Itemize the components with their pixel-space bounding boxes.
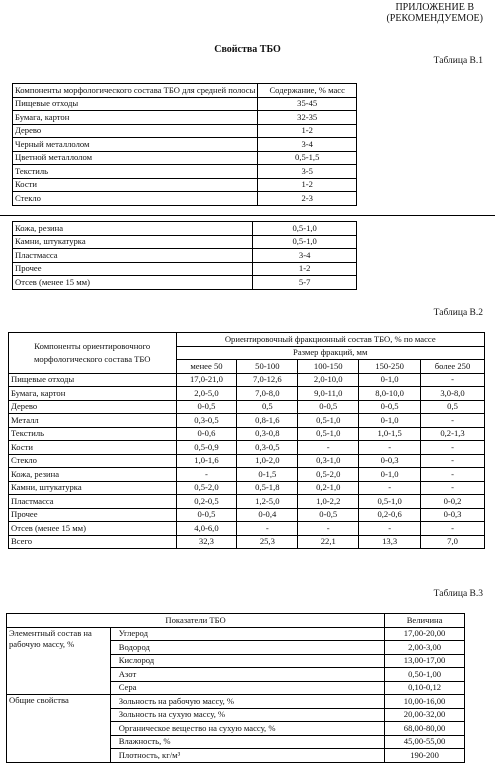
fraction-value: 0-1,0 [359,468,421,482]
fraction-value: 0-0,3 [359,454,421,468]
table-row [13,111,357,125]
fraction-value: 0-1,0 [359,414,421,428]
fraction-value: 0,5-1,0 [359,495,421,509]
fraction-value: 0,5-1,0 [298,427,359,441]
indicator-name: Азот [110,668,384,682]
fraction-value: - [421,373,485,387]
indicator-value: 13,00-17,00 [385,654,465,668]
fraction-value: 1,0-1,5 [359,427,421,441]
fraction-value: 7,0 [421,535,485,549]
fraction-value: 0,5-1,8 [237,481,298,495]
table-row [13,222,357,236]
component-name: Всего [9,535,177,549]
component-name: Стекло [9,454,177,468]
content-value: 32-35 [258,111,357,125]
content-value: 35-45 [258,97,357,111]
table-row [13,124,357,138]
property-group-name: Элементный состав на рабочую массу, % [7,627,111,695]
indicator-value: 68,00-80,00 [385,722,465,736]
table-row [7,627,465,641]
table2-header-group: Ориентировочный фракционный состав ТБО, % по массе [176,333,485,347]
table-row [9,454,485,468]
fraction-value: 0,3-1,0 [298,454,359,468]
fraction-value: 13,3 [359,535,421,549]
table1-header-content: Содержание, % масс [258,84,357,98]
content-value: 1-2 [258,178,357,192]
fraction-value: 0-0,6 [176,427,237,441]
fraction-value: 0-0,3 [421,508,485,522]
fraction-value: - [176,468,237,482]
component-name: Кости [13,178,258,192]
fraction-value: 0,3-0,5 [237,441,298,455]
table-row [13,97,357,111]
fraction-value: 7,0-8,0 [237,387,298,401]
fraction-value: 22,1 [298,535,359,549]
fraction-value: 3,0-8,0 [421,387,485,401]
section-divider [0,215,495,216]
table-row [9,441,485,455]
table2-header-components: Компоненты ориентировочного морфологического состава ТБО [9,333,177,374]
component-name: Дерево [13,124,258,138]
fraction-header: менее 50 [176,360,237,374]
component-name: Отсев (менее 15 мм) [13,276,253,290]
fraction-value: 1,0-1,6 [176,454,237,468]
component-name: Текстиль [13,165,258,179]
fraction-value: 1,0-2,0 [237,454,298,468]
fraction-value: 0,3-0,5 [176,414,237,428]
fraction-header: 100-150 [298,360,359,374]
page-title: Свойства ТБО [214,44,281,55]
fraction-value: 0-0,5 [176,400,237,414]
appendix-heading [386,2,483,24]
fraction-value: 0-0,5 [176,508,237,522]
component-name: Прочее [9,508,177,522]
table-row [9,468,485,482]
content-value: 3-4 [253,249,357,263]
component-name: Камни, штукатурка [13,235,253,249]
fraction-value: 9,0-11,0 [298,387,359,401]
fraction-value: 0,3-0,8 [237,427,298,441]
component-name: Кожа, резина [13,222,253,236]
fraction-value: 0,2-1,0 [298,481,359,495]
table3-label: Таблица В.3 [433,589,483,599]
fraction-header: более 250 [421,360,485,374]
content-value: 1-2 [258,124,357,138]
fraction-value: 0,5 [237,400,298,414]
table-row [9,400,485,414]
table-row [13,138,357,152]
indicator-name: Кислород [110,654,384,668]
table3-header-indicators: Показатели ТБО [7,614,385,628]
table-row [9,508,485,522]
fraction-value: 0-0,5 [298,400,359,414]
fraction-value: - [421,454,485,468]
component-name: Бумага, картон [13,111,258,125]
component-name: Стекло [13,192,258,206]
fraction-value: 0,2-0,6 [359,508,421,522]
indicator-name: Сера [110,681,384,695]
content-value: 5-7 [253,276,357,290]
content-value: 0,5-1,5 [258,151,357,165]
content-value: 0,5-1,0 [253,222,357,236]
indicator-value: 17,00-20,00 [385,627,465,641]
fraction-value: - [421,481,485,495]
fraction-value: 0,5-1,0 [298,414,359,428]
table2 [8,332,485,549]
indicator-name: Влажность, % [110,735,384,749]
table-row [13,235,357,249]
appendix-line2: (РЕКОМЕНДУЕМОЕ) [386,13,483,24]
table-row [9,387,485,401]
indicator-value: 190-200 [385,749,465,763]
fraction-header: 150-250 [359,360,421,374]
component-name: Пищевые отходы [13,97,258,111]
component-name: Черный металлолом [13,138,258,152]
component-name: Металл [9,414,177,428]
table2-header-size: Размер фракций, мм [176,346,485,360]
fraction-value: - [359,522,421,536]
fraction-value: - [421,414,485,428]
table-row [9,535,485,549]
fraction-value: - [298,441,359,455]
fraction-value: 4,0-6,0 [176,522,237,536]
fraction-value: 2,0-10,0 [298,373,359,387]
table-row [9,495,485,509]
content-value: 0,5-1,0 [253,235,357,249]
table-row [9,481,485,495]
fraction-value: 0-1,0 [359,373,421,387]
table1 [12,83,357,206]
fraction-value: - [421,441,485,455]
fraction-value: - [421,468,485,482]
fraction-value: - [359,441,421,455]
fraction-value: 0-1,5 [237,468,298,482]
fraction-value: - [359,481,421,495]
table-row [13,276,357,290]
fraction-value: 1,0-2,2 [298,495,359,509]
component-name: Пищевые отходы [9,373,177,387]
table-row [9,373,485,387]
fraction-value: 0-0,5 [298,508,359,522]
indicator-value: 20,00-32,00 [385,708,465,722]
content-value: 1-2 [253,262,357,276]
indicator-name: Органическое вещество на сухую массу, % [110,722,384,736]
component-name: Кожа, резина [9,468,177,482]
fraction-value: 0,5-2,0 [298,468,359,482]
indicator-value: 45,00-55,00 [385,735,465,749]
fraction-value: 0,5 [421,400,485,414]
fraction-value: 1,2-5,0 [237,495,298,509]
component-name: Цветной металлолом [13,151,258,165]
indicator-value: 10,00-16,00 [385,695,465,709]
appendix-line1: ПРИЛОЖЕНИЕ В [395,2,474,13]
table-row [13,165,357,179]
fraction-value: 32,3 [176,535,237,549]
component-name: Прочее [13,262,253,276]
indicator-name: Плотность, кг/м³ [110,749,384,763]
component-name: Кости [9,441,177,455]
indicator-name: Зольность на рабочую массу, % [110,695,384,709]
fraction-value: 0-0,4 [237,508,298,522]
property-group-name: Общие свойства [7,695,111,763]
fraction-value: 25,3 [237,535,298,549]
fraction-value: 2,0-5,0 [176,387,237,401]
table1-header-components: Компоненты морфологического состава ТБО для средней полосы [13,84,258,98]
component-name: Камни, штукатурка [9,481,177,495]
component-name: Пластмасса [9,495,177,509]
fraction-value: 0,2-0,5 [176,495,237,509]
fraction-value: 0-0,5 [359,400,421,414]
table-row [13,192,357,206]
component-name: Текстиль [9,427,177,441]
content-value: 3-5 [258,165,357,179]
fraction-value: 7,0-12,6 [237,373,298,387]
indicator-name: Зольность на сухую массу, % [110,708,384,722]
fraction-value: 0,2-1,3 [421,427,485,441]
table-row [9,522,485,536]
indicator-value: 2,00-3,00 [385,641,465,655]
table1-header-row [13,84,357,98]
table-row [13,262,357,276]
fraction-value: - [421,522,485,536]
component-name: Пластмасса [13,249,253,263]
component-name: Бумага, картон [9,387,177,401]
table3-header-value: Величина [385,614,465,628]
table-row [9,414,485,428]
indicator-value: 0,50-1,00 [385,668,465,682]
component-name: Отсев (менее 15 мм) [9,522,177,536]
table-row [13,151,357,165]
table-row [7,695,465,709]
indicator-name: Углерод [110,627,384,641]
content-value: 3-4 [258,138,357,152]
fraction-value: - [298,522,359,536]
fraction-value: 0,8-1,6 [237,414,298,428]
table1-label: Таблица В.1 [433,56,483,66]
table2-label: Таблица В.2 [433,308,483,318]
content-value: 2-3 [258,192,357,206]
table1-continued [12,221,357,290]
fraction-value: 0,5-0,9 [176,441,237,455]
table-row [9,427,485,441]
table-row [13,178,357,192]
fraction-value: 8,0-10,0 [359,387,421,401]
table3 [6,613,465,763]
fraction-value: 0-0,2 [421,495,485,509]
table-row [13,249,357,263]
component-name: Дерево [9,400,177,414]
fraction-value: 0,5-2,0 [176,481,237,495]
fraction-value: 17,0-21,0 [176,373,237,387]
indicator-name: Водород [110,641,384,655]
fraction-value: - [237,522,298,536]
indicator-value: 0,10-0,12 [385,681,465,695]
fraction-header: 50-100 [237,360,298,374]
